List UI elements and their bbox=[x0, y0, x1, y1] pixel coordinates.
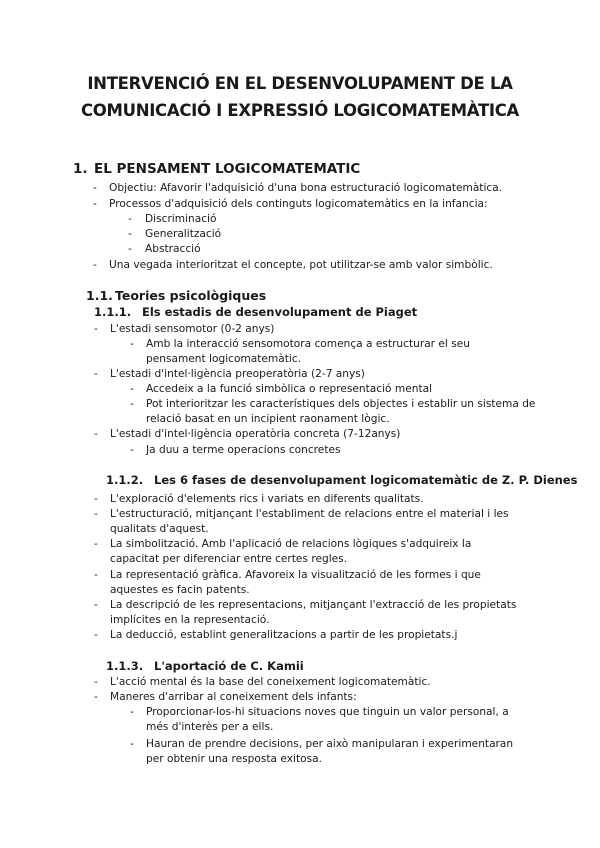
list-item: La representació gràfica. Afavoreix la visualització de les formes i que bbox=[110, 569, 481, 581]
list-item-continuation: pensament logicomatemàtic. bbox=[146, 353, 302, 365]
list-item: Abstracció bbox=[145, 243, 201, 255]
list-item: Maneres d'arribar al coneixement dels infants: bbox=[110, 691, 357, 703]
bullet-dash: - bbox=[128, 228, 132, 240]
bullet-dash: - bbox=[128, 243, 132, 255]
list-item: L'exploració d'elements rics i variats en diferents qualitats. bbox=[110, 493, 424, 505]
bullet-dash: - bbox=[130, 444, 134, 456]
list-item-continuation: relació basat en un incipient raonament lògic. bbox=[146, 413, 390, 425]
list-item-continuation: capacitat per diferenciar entre certes regles. bbox=[110, 553, 348, 565]
bullet-dash: - bbox=[130, 738, 134, 750]
list-item: La simbolització. Amb l'aplicació de relacions lògiques s'adquireix la bbox=[110, 538, 472, 550]
list-item: Una vegada interioritzat el concepte, pot utilitzar-se amb valor simbòlic. bbox=[109, 259, 493, 271]
list-item: L'estructuració, mitjançant l'establiment de relacions entre el material i les bbox=[110, 508, 509, 520]
list-item: La deducció, establint generalitzacions a partir de les propietats.j bbox=[110, 629, 458, 641]
subsection-number: 1.1. bbox=[86, 288, 113, 303]
list-item: L'estadi d'intel·ligència operatòria concreta (7-12anys) bbox=[110, 428, 401, 440]
list-item: Hauran de prendre decisions, per això manipularan i experimentaran bbox=[146, 738, 514, 750]
bullet-dash: - bbox=[94, 493, 98, 505]
bullet-dash: - bbox=[94, 538, 98, 550]
bullet-dash: - bbox=[94, 691, 98, 703]
list-item: Generalització bbox=[145, 228, 222, 240]
list-item: Proporcionar-los-hi situacions noves que tinguin un valor personal, a bbox=[146, 706, 509, 718]
bullet-dash: - bbox=[130, 383, 134, 395]
bullet-dash: - bbox=[93, 259, 97, 271]
subsubsection-number: 1.1.1. bbox=[94, 305, 132, 319]
document-title-line-1: INTERVENCIÓ EN EL DESENVOLUPAMENT DE LA bbox=[87, 74, 513, 93]
list-item-continuation: més d'interès per a ells. bbox=[146, 721, 274, 733]
list-item-continuation: per obtenir una resposta exitosa. bbox=[146, 753, 322, 765]
list-item-continuation: implícites en la representació. bbox=[110, 614, 270, 626]
bullet-dash: - bbox=[94, 428, 98, 440]
bullet-dash: - bbox=[94, 368, 98, 380]
bullet-dash: - bbox=[94, 508, 98, 520]
list-item: Objectiu: Afavorir l'adquisició d'una bona estructuració logicomatemàtica. bbox=[109, 182, 503, 194]
subsubsection-number: 1.1.3. bbox=[106, 659, 144, 673]
subsection-heading: Teories psicològiques bbox=[115, 288, 267, 303]
list-item: L'acció mental és la base del coneixement logicomatemàtic. bbox=[110, 676, 431, 688]
bullet-dash: - bbox=[94, 569, 98, 581]
subsubsection-heading: Les 6 fases de desenvolupament logicomatemàtic de Z. P. Dienes bbox=[154, 473, 578, 487]
document-title-line-2: COMUNICACIÓ I EXPRESSIÓ LOGICOMATEMÀTICA bbox=[80, 101, 520, 120]
list-item: L'estadi d'intel·ligència preoperatòria (2-7 anys) bbox=[110, 368, 365, 380]
list-item: Processos d'adquisició dels continguts logicomatemàtics en la infancia: bbox=[109, 198, 488, 210]
bullet-dash: - bbox=[130, 398, 134, 410]
subsubsection-heading: L'aportació de C. Kamii bbox=[154, 659, 304, 673]
list-item: L'estadi sensomotor (0-2 anys) bbox=[110, 323, 275, 335]
bullet-dash: - bbox=[128, 213, 132, 225]
list-item-continuation: aquestes es facin patents. bbox=[110, 584, 250, 596]
list-item: Ja duu a terme operacions concretes bbox=[146, 444, 341, 456]
list-item-continuation: qualitats d'aquest. bbox=[110, 523, 209, 535]
bullet-dash: - bbox=[93, 198, 97, 210]
section-heading: EL PENSAMENT LOGICOMATEMATIC bbox=[94, 161, 361, 177]
bullet-dash: - bbox=[94, 323, 98, 335]
bullet-dash: - bbox=[130, 338, 134, 350]
bullet-dash: - bbox=[130, 706, 134, 718]
bullet-dash: - bbox=[93, 182, 97, 194]
list-item: Pot interioritzar les característiques dels objectes i establir un sistema de bbox=[146, 398, 536, 410]
list-item: Amb la interacció sensomotora comença a estructurar el seu bbox=[146, 338, 470, 350]
list-item: Accedeix a la funció simbòlica o representació mental bbox=[146, 383, 433, 395]
section-number: 1. bbox=[73, 161, 88, 177]
subsubsection-heading: Els estadis de desenvolupament de Piaget bbox=[142, 305, 418, 319]
bullet-dash: - bbox=[94, 599, 98, 611]
list-item: La descripció de les representacions, mitjançant l'extracció de les propietats bbox=[110, 599, 517, 611]
subsubsection-number: 1.1.2. bbox=[106, 473, 144, 487]
bullet-dash: - bbox=[94, 676, 98, 688]
list-item: Discriminació bbox=[145, 213, 217, 225]
bullet-dash: - bbox=[94, 629, 98, 641]
